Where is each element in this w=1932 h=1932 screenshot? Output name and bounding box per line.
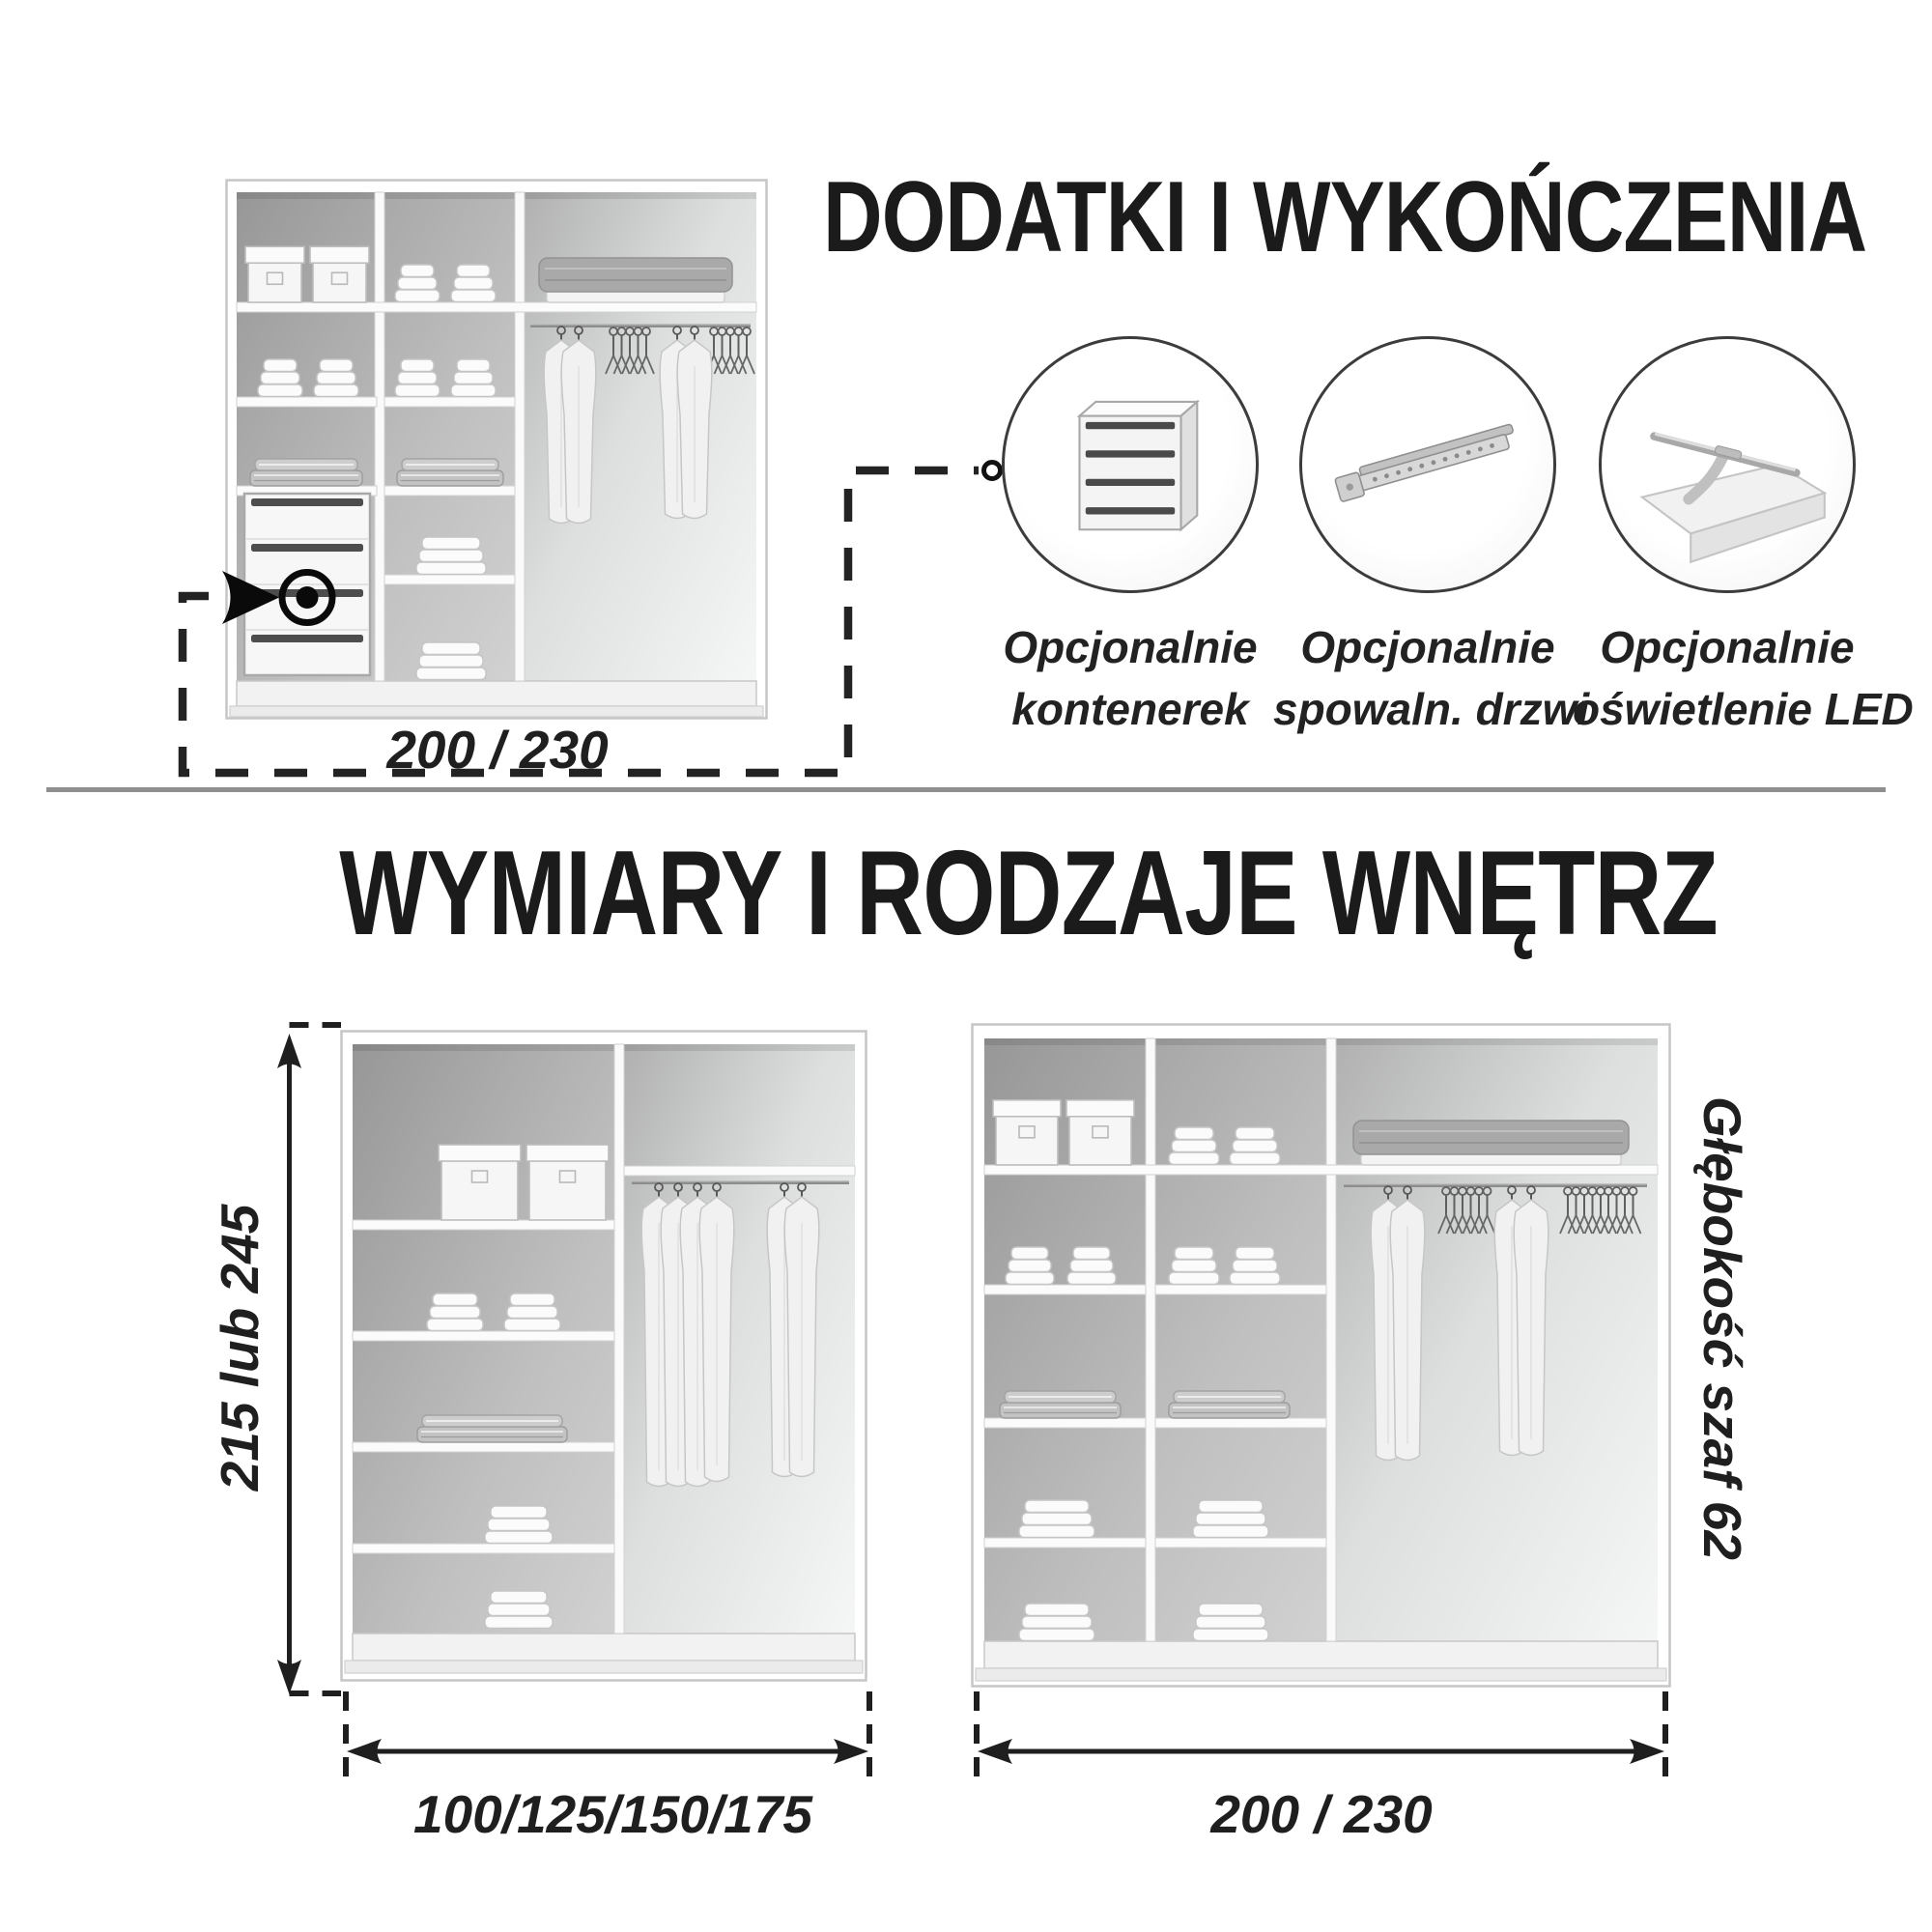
option-label-line1: Opcjonalnie (1003, 622, 1258, 672)
led-lighting-icon (1626, 363, 1829, 566)
option-circle (1599, 336, 1856, 593)
option-led-lighting (1573, 336, 1914, 740)
option-circle (1299, 336, 1556, 593)
drawer-pointer-arrow (222, 571, 279, 624)
drawer-bullseye-marker (282, 573, 332, 623)
option-label-line1: Opcjonalnie (1600, 622, 1855, 672)
small-wardrobe-height-label: 215 lub 245 (210, 1204, 270, 1492)
width-dimension-arrow-large (977, 1691, 1665, 1777)
width-dimension-arrow-small (346, 1691, 869, 1777)
accessories-heading: DODATKI I WYKOŃCZENIA (823, 161, 1867, 273)
section-divider (46, 787, 1886, 792)
option-label-line1: Opcjonalnie (1300, 622, 1555, 672)
option-soft-close (1273, 336, 1590, 740)
small-wardrobe-width-label: 100/125/150/175 (413, 1784, 812, 1844)
drawer-container-icon (1029, 363, 1232, 566)
option-drawer-container (976, 336, 1285, 740)
soft-close-rail-icon (1326, 363, 1529, 566)
height-dimension-arrow (277, 1025, 341, 1694)
option-circle (1002, 336, 1259, 593)
option-label-line2: kontenerek (1011, 684, 1249, 734)
option-label-line2: oświetlenie LED (1573, 684, 1914, 734)
top-wardrobe-width-label: 200 / 230 (386, 720, 609, 780)
large-wardrobe-depth-label: Głębokość szaf 62 (1692, 1096, 1752, 1560)
option-label-line2: spowaln. drzwi (1273, 684, 1590, 734)
dimensions-heading: WYMIARY I RODZAJE WNĘTRZ (339, 827, 1719, 960)
large-wardrobe-width-label: 200 / 230 (1210, 1784, 1433, 1844)
